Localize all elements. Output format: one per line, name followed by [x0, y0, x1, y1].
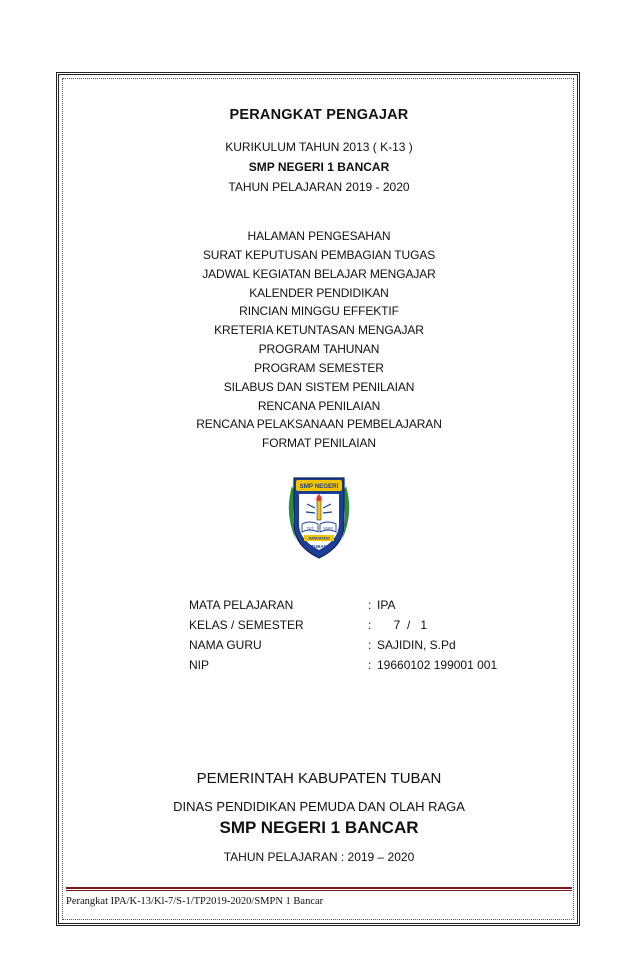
school-name-bottom: SMP NEGERI 1 BANCAR — [219, 818, 419, 837]
list-item: JADWAL KEGIATAN BELAJAR MENGAJAR — [202, 266, 436, 281]
list-item: KRETERIA KETUNTASAN MENGAJAR — [214, 323, 424, 338]
school-name-top: SMP NEGERI 1 BANCAR — [248, 160, 390, 174]
list-item: RENCANA PELAKSANAAN PEMBELAJARAN — [196, 417, 442, 432]
list-item: PROGRAM SEMESTER — [254, 360, 384, 375]
list-item: PROGRAM TAHUNAN — [258, 342, 380, 357]
footer-rule-thin — [66, 890, 572, 891]
government-name: PEMERINTAH KABUPATEN TUBAN — [196, 770, 442, 787]
book-left-text: TUT — [306, 526, 314, 531]
contents-list — [0, 227, 638, 453]
colon: : — [368, 598, 372, 612]
book-right-text: WURI — [323, 526, 333, 531]
label-nama-guru: NAMA GURU — [189, 638, 262, 652]
office-name: DINAS PENDIDIKAN PEMUDA DAN OLAH RAGA — [173, 799, 465, 814]
academic-year-top: TAHUN PELAJARAN 2019 - 2020 — [228, 180, 410, 194]
label-mata-pelajaran: MATA PELAJARAN — [189, 598, 294, 612]
banner-text: SMP NEGERI — [299, 483, 339, 491]
ribbon-text: HANDAYANI — [308, 536, 330, 541]
list-item: SILABUS DAN SISTEM PENILAIAN — [223, 379, 415, 394]
value-mata-pelajaran: IPA — [377, 598, 396, 612]
curriculum-line: KURIKULUM TAHUN 2013 ( K-13 ) — [225, 140, 413, 154]
list-item: FORMAT PENILAIAN — [262, 436, 376, 451]
list-item: HALAMAN PENGESAHAN — [247, 229, 391, 243]
colon: : — [368, 618, 372, 632]
document-title: PERANGKAT PENGAJAR — [229, 107, 409, 123]
value-kelas-semester: 7 / 1 — [377, 618, 428, 632]
school-crest-logo — [282, 474, 356, 560]
list-item: RENCANA PENILAIAN — [257, 398, 381, 413]
value-nama-guru: SAJIDIN, S.Pd — [377, 638, 456, 652]
list-item: RINCIAN MINGGU EFFEKTIF — [239, 304, 399, 319]
colon: : — [368, 638, 372, 652]
colon: : — [368, 658, 372, 672]
label-kelas-semester: KELAS / SEMESTER — [189, 618, 304, 632]
logo-bottom-text: TUBAN — [311, 544, 327, 549]
label-nip: NIP — [189, 658, 210, 672]
academic-year-bottom: TAHUN PELAJARAN : 2019 – 2020 — [223, 850, 415, 864]
torch-icon — [317, 500, 321, 520]
value-nip: 19660102 199001 001 — [377, 658, 498, 672]
list-item: SURAT KEPUTUSAN PEMBAGIAN TUGAS — [202, 247, 436, 262]
footer-rule — [66, 887, 572, 889]
page-footer-text: Perangkat IPA/K-13/Kl-7/S-1/TP2019-2020/SMPN 1 Bancar — [66, 896, 324, 907]
list-item: KALENDER PENDIDIKAN — [249, 285, 389, 300]
